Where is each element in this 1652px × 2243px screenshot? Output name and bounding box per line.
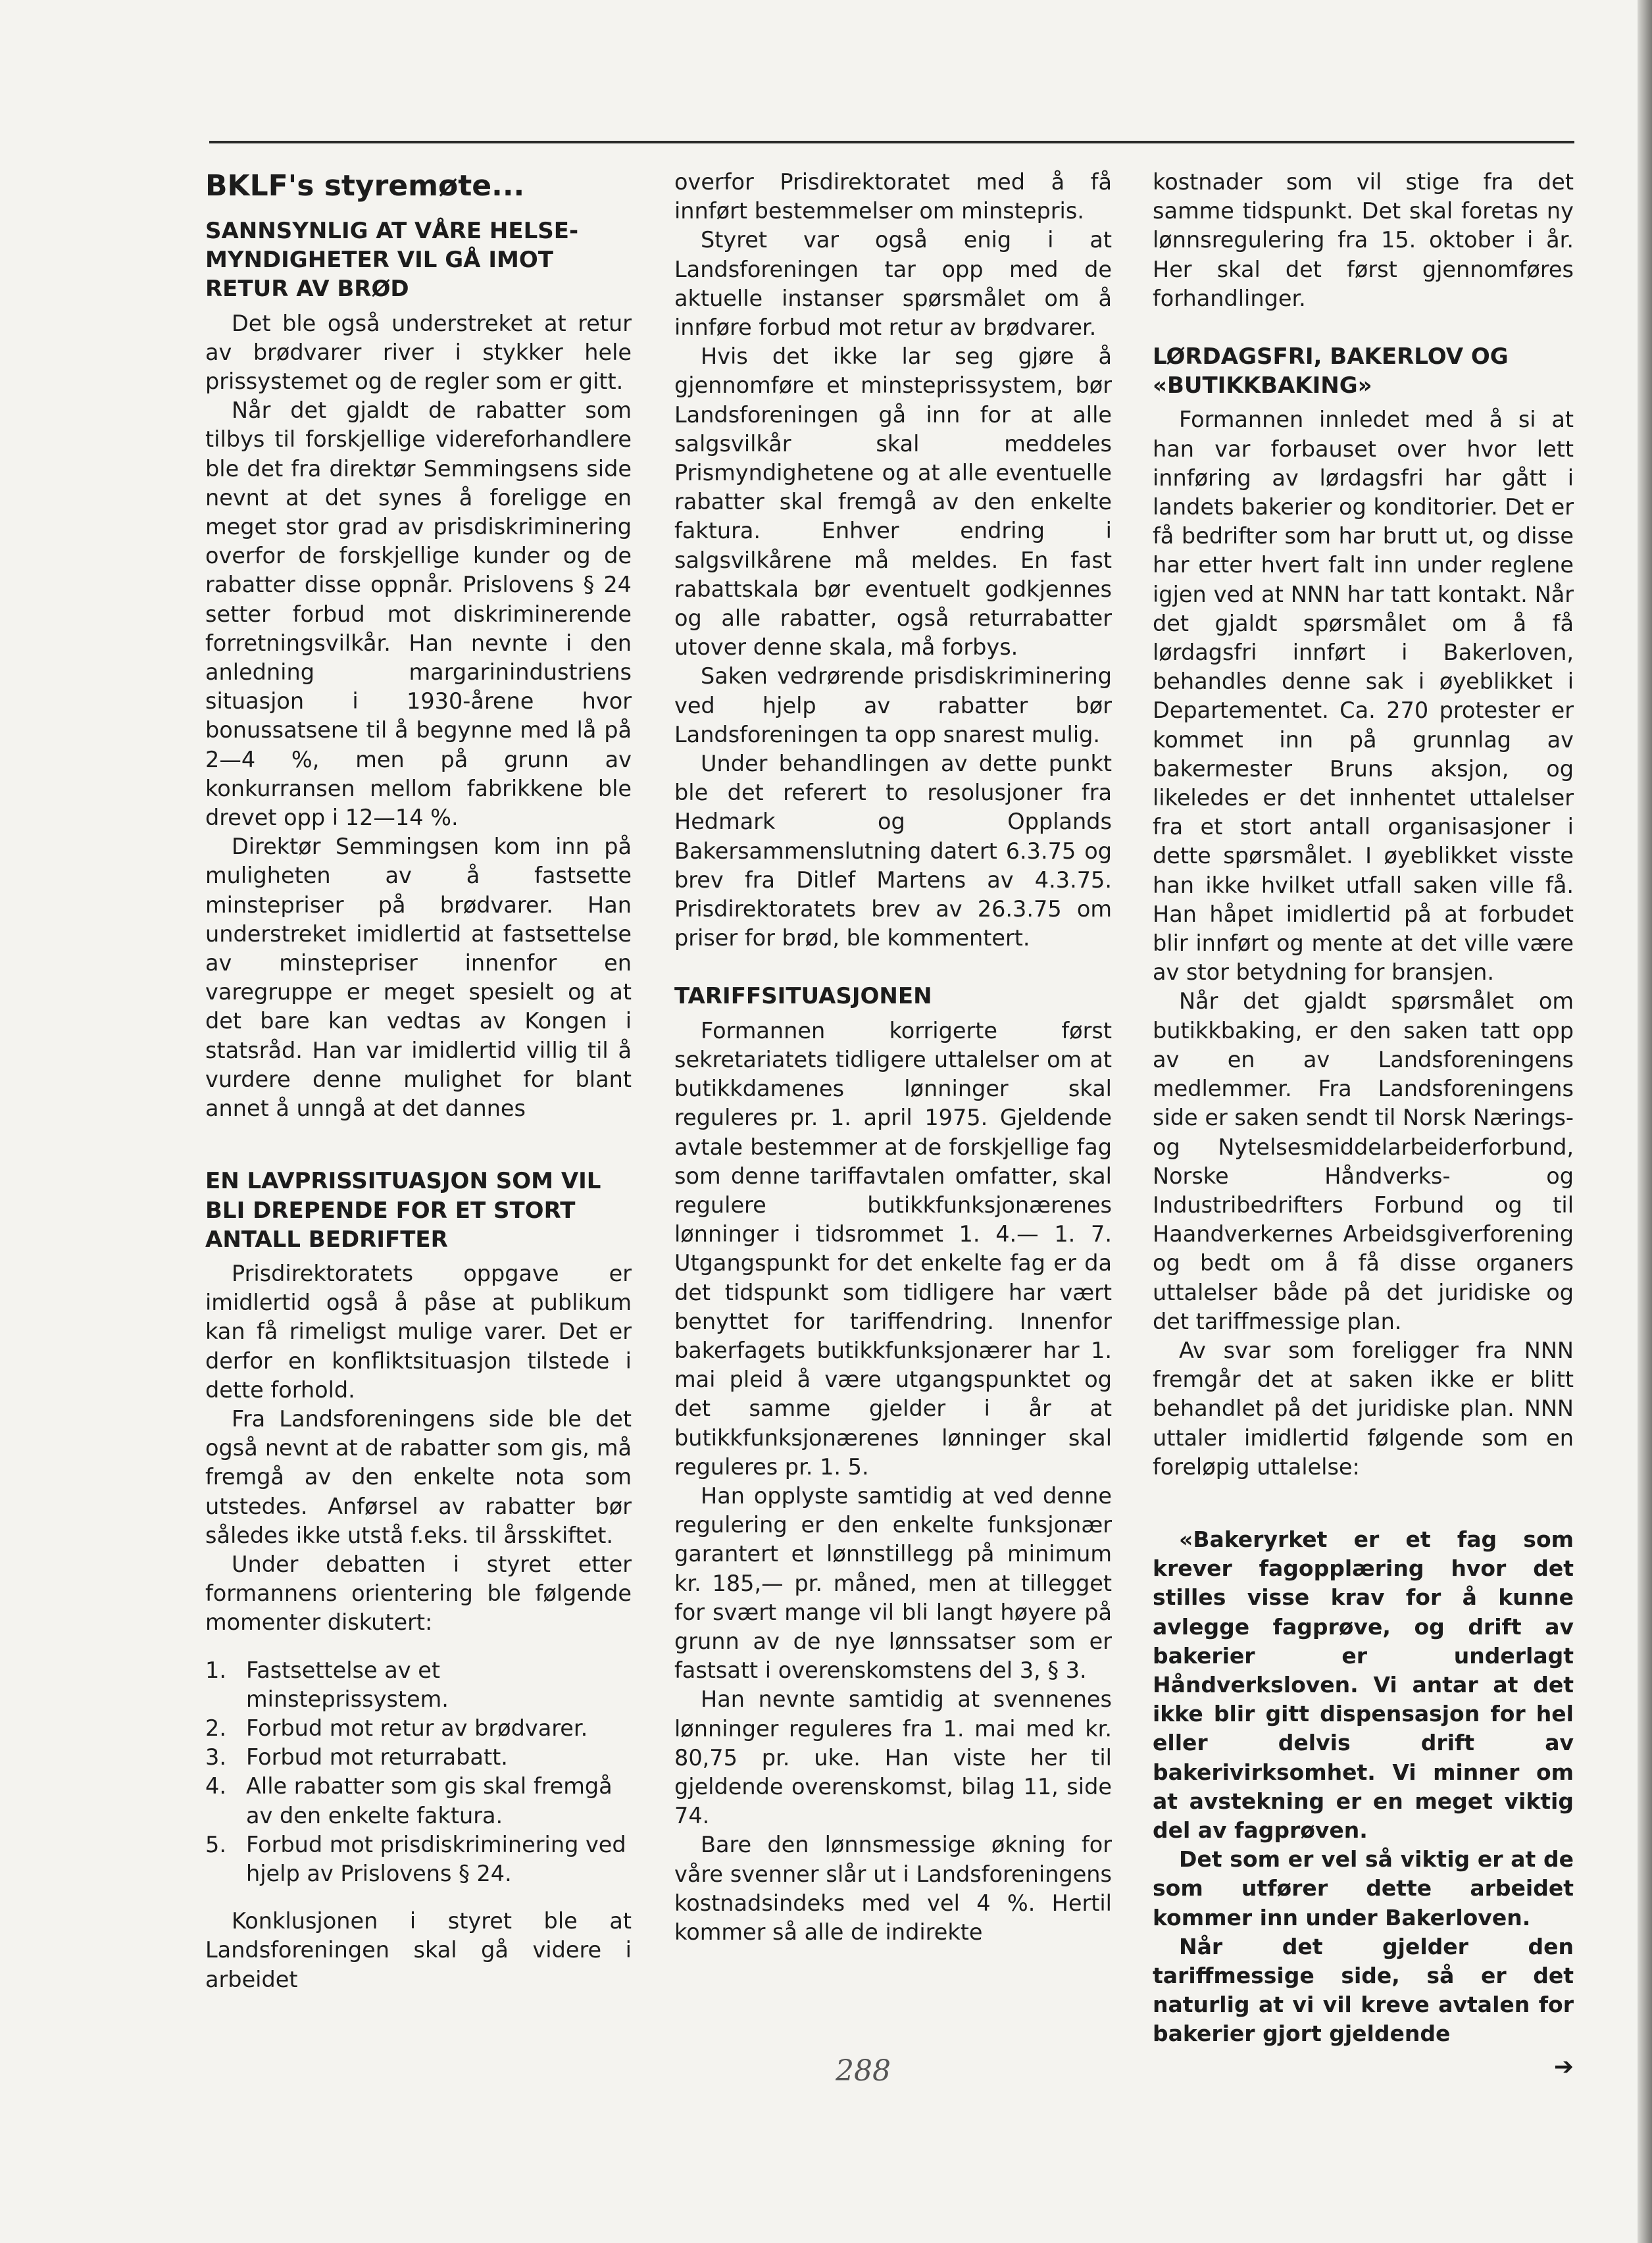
quote-paragraph: Når det gjelder den tariffmessige side, så er det naturlig at vi vil kreve avtalen for bakerier gjort gjeldende [1153, 1933, 1574, 2047]
paragraph: Av svar som foreligger fra NNN fremgår det at saken ikke er blitt behandlet på det juridiske plan. NNN uttaler imidlertid følgende som en foreløpig uttalelse: [1153, 1337, 1574, 1480]
column-3 [1153, 168, 1574, 2082]
quote-paragraph: «Bakeryrket er et fag som krever fagopplæring hvor det stilles visse krav for å kunne avlegge fagprøve, og drift av bakerier er underlagt Håndverksloven. Vi antar at det ikke blir gitt dispensasjon for hel eller delvis drift av bakerivirksomhet. Vi minner om at avstekning er en meget viktig del av fagprøven. [1153, 1526, 1574, 1843]
list-item: 4. Alle rabatter som gis skal fremgå av den enkelte faktura. [205, 1773, 613, 1828]
paragraph: Styret var også enig i at Landsforeningen tar opp med de aktuelle instanser spørsmålet om å innføre forbud mot retur av brødvarer. [674, 227, 1112, 341]
paragraph: Konklusjonen i styret ble at Landsforeningen skal gå videre i arbeidet [205, 1908, 632, 1992]
paragraph: Fra Landsforeningens side ble det også nevnt at de rabatter som gis, må fremgå av den enkelte nota som utstedes. Anførsel av rabatter bør således ikke utstå f.eks. til årsskiftet. [205, 1405, 632, 1548]
paragraph: Under behandlingen av dette punkt ble det referert to resolusjoner fra Hedmark og Opplands Bakersammenslutning datert 6.3.75 og brev fra Ditlef Martens av 4.3.75. Prisdirektoratets brev av 26.3.75 om priser for brød, ble kommentert. [674, 751, 1112, 951]
paragraph: Han nevnte samtidig at svennenes lønninger reguleres fra 1. mai med kr. 80,75 pr. uke. Han viste her til gjeldende overenskomst, bilag 11, side 74. [674, 1686, 1112, 1829]
top-rule [209, 141, 1574, 143]
article-title: BKLF's styremøte... [205, 169, 525, 203]
paragraph: Hvis det ikke lar seg gjøre å gjennomføre et minsteprissystem, bør Landsforeningen gå inn for at alle salgsvilkår skal meddeles Prismyndighetene og at alle eventuelle rabatter skal fremgå av den enkelte faktura. Enhver endring i salgsvilkårene må meldes. En fast rabattskala bør eventuelt godkjennes og alle rabatter, også returrabatter utover denne skala, må forbys. [674, 343, 1112, 661]
page-binding-edge [1638, 0, 1652, 2243]
section-heading-lavpris: EN LAVPRISSITUASJON SOM VIL BLI DREPENDE FOR ET STORT ANTALL BEDRIFTER [205, 1168, 601, 1253]
quoted-statement [1153, 1525, 1574, 2049]
paragraph: Det ble også understreket at retur av brødvarer river i stykker hele prissystemet og de regler som er gitt. [205, 310, 632, 395]
paragraph: Under debatten i styret etter formannens orientering ble følgende momenter diskutert: [205, 1551, 632, 1636]
column-1 [205, 168, 632, 1994]
paragraph: Når det gjaldt de rabatter som tilbys til forskjellige videreforhandlere ble det fra direktør Semmingsens side nevnt at det synes å foreligge en meget stor grad av prisdiskriminering overfor de forskjellige kunder og de rabatter disse oppnår. Prislovens § 24 setter forbud mot diskriminerende forretningsvilkår. Han nevnte i den anledning margarinindustriens situasjon i 1930-årene hvor bonussatsene til å begynne med lå på 2—4 %, men på grunn av konkurransen mellom fabrikkene ble drevet opp i 12—14 %. [205, 397, 632, 831]
paragraph: Formannen korrigerte først sekretariatets tidligere uttalelser om at butikkdamenes lønninger skal reguleres pr. 1. april 1975. Gjeldende avtale bestemmer at de forskjellige fag som denne tariffavtalen omfatter, skal regulere butikkfunksjonærenes lønninger i tidsrommet 1. 4.— 1. 7. Utgangspunkt for det enkelte fag er da det tidspunkt som tidligere har vært benyttet for tariffendring. Innenfor bakerfagets butikkfunksjonærer har 1. mai pleid å være utgangspunktet og det samme gjelder i år at butikkfunksjonærenes lønninger skal reguleres pr. 1. 5. [674, 1017, 1112, 1480]
paragraph: Bare den lønnsmessige økning for våre svenner slår ut i Landsforeningens kostnadsindeks med vel 4 %. Hertil kommer så alle de indirekte [674, 1832, 1112, 1945]
numbered-list [205, 1656, 632, 1889]
paragraph: kostnader som vil stige fra det samme tidspunkt. Det skal foretas ny lønnsregulering fra 15. oktober i år. Her skal det først gjennomføres forhandlinger. [1153, 169, 1574, 311]
list-item: 1. Fastsettelse av et minsteprissystem. [205, 1657, 449, 1712]
paragraph: Saken vedrørende prisdiskriminering ved hjelp av rabatter bør Landsforeningen ta opp snarest mulig. [674, 663, 1112, 747]
list-item: 3. Forbud mot returrabatt. [205, 1744, 508, 1771]
column-2 [674, 168, 1112, 1947]
continued-arrow-icon: ➔ [1553, 2053, 1574, 2080]
paragraph: overfor Prisdirektoratet med å få innført bestemmelser om minstepris. [674, 169, 1112, 224]
paragraph: Formannen innledet med å si at han var forbauset over hvor lett innføring av lørdagsfri har gått i landets bakerier og konditorier. Det er få bedrifter som har brutt ut, og disse har etter hvert falt inn under reglene igjen ved at NNN har tatt kontakt. Når det gjaldt spørsmålet om å få lørdagsfri innført i Bakerloven, behandles denne sak i øyeblikket i Departementet. Ca. 270 protester er kommet inn på grunnlag av bakermester Bruns aksjon, og likeledes er det innhentet uttalelser fra et stort antall organisasjoner i dette spørsmålet. I øyeblikket visste han ikke hvilket utfall saken ville få. Han håpet imidlertid på at forbudet blir innført og mente at det ville være av stor betydning for bransjen. [1153, 407, 1574, 986]
paragraph: Prisdirektoratets oppgave er imidlertid også å påse at publikum kan få rimeligst mulige varer. Det er derfor en konfliktsituasjon tilstede i dette forhold. [205, 1260, 632, 1403]
section-heading-tariff: TARIFFSITUASJONEN [674, 983, 932, 1010]
page-number: 288 [836, 2054, 891, 2088]
paragraph: Direktør Semmingsen kom inn på muligheten av å fastsette minstepriser på brødvarer. Han understreket imidlertid at fastsettelse av minstepriser innenfor en varegruppe er meget spesielt og at det bare kan vedtas av Kongen i statsråd. Han var imidlertid villig til å vurdere denne mulighet for blant annet å unngå at det dannes [205, 834, 632, 1122]
list-item: 2. Forbud mot retur av brødvarer. [205, 1715, 588, 1741]
paragraph: Når det gjaldt spørsmålet om butikkbaking, er den saken tatt opp av en av Landsforeningens medlemmer. Fra Landsforeningens side er saken sendt til Norsk Nærings- og Nytelsesmiddelarbeiderforbund, Norske Håndverks- og Industribedrifters Forbund og til Haandverkernes Arbeidsgiverforening og bedt om å få disse organers uttalelser både på det juridiske og det tariffmessige plan. [1153, 988, 1574, 1334]
section-heading-lordagsfri: LØRDAGSFRI, BAKERLOV OG «BUTIKKBAKING» [1153, 343, 1509, 399]
paragraph: Han opplyste samtidig at ved denne regulering er den enkelte funksjonær garantert et lønnstillegg på minimum kr. 185,— pr. måned, men at tillegget for svært mange vil bli langt høyere på grunn av de nye lønnssatser som er fastsatt i overenskomstens del 3, § 3. [674, 1482, 1112, 1684]
section-heading-retur: SANNSYNLIG AT VÅRE HELSE-MYNDIGHETER VIL GÅ IMOT RETUR AV BRØD [205, 218, 579, 303]
list-item: 5. Forbud mot prisdiskriminering ved hjelp av Prislovens § 24. [205, 1831, 626, 1886]
quote-paragraph: Det som er vel så viktig er at de som utfører dette arbeidet kommer inn under Bakerloven. [1153, 1846, 1574, 1930]
